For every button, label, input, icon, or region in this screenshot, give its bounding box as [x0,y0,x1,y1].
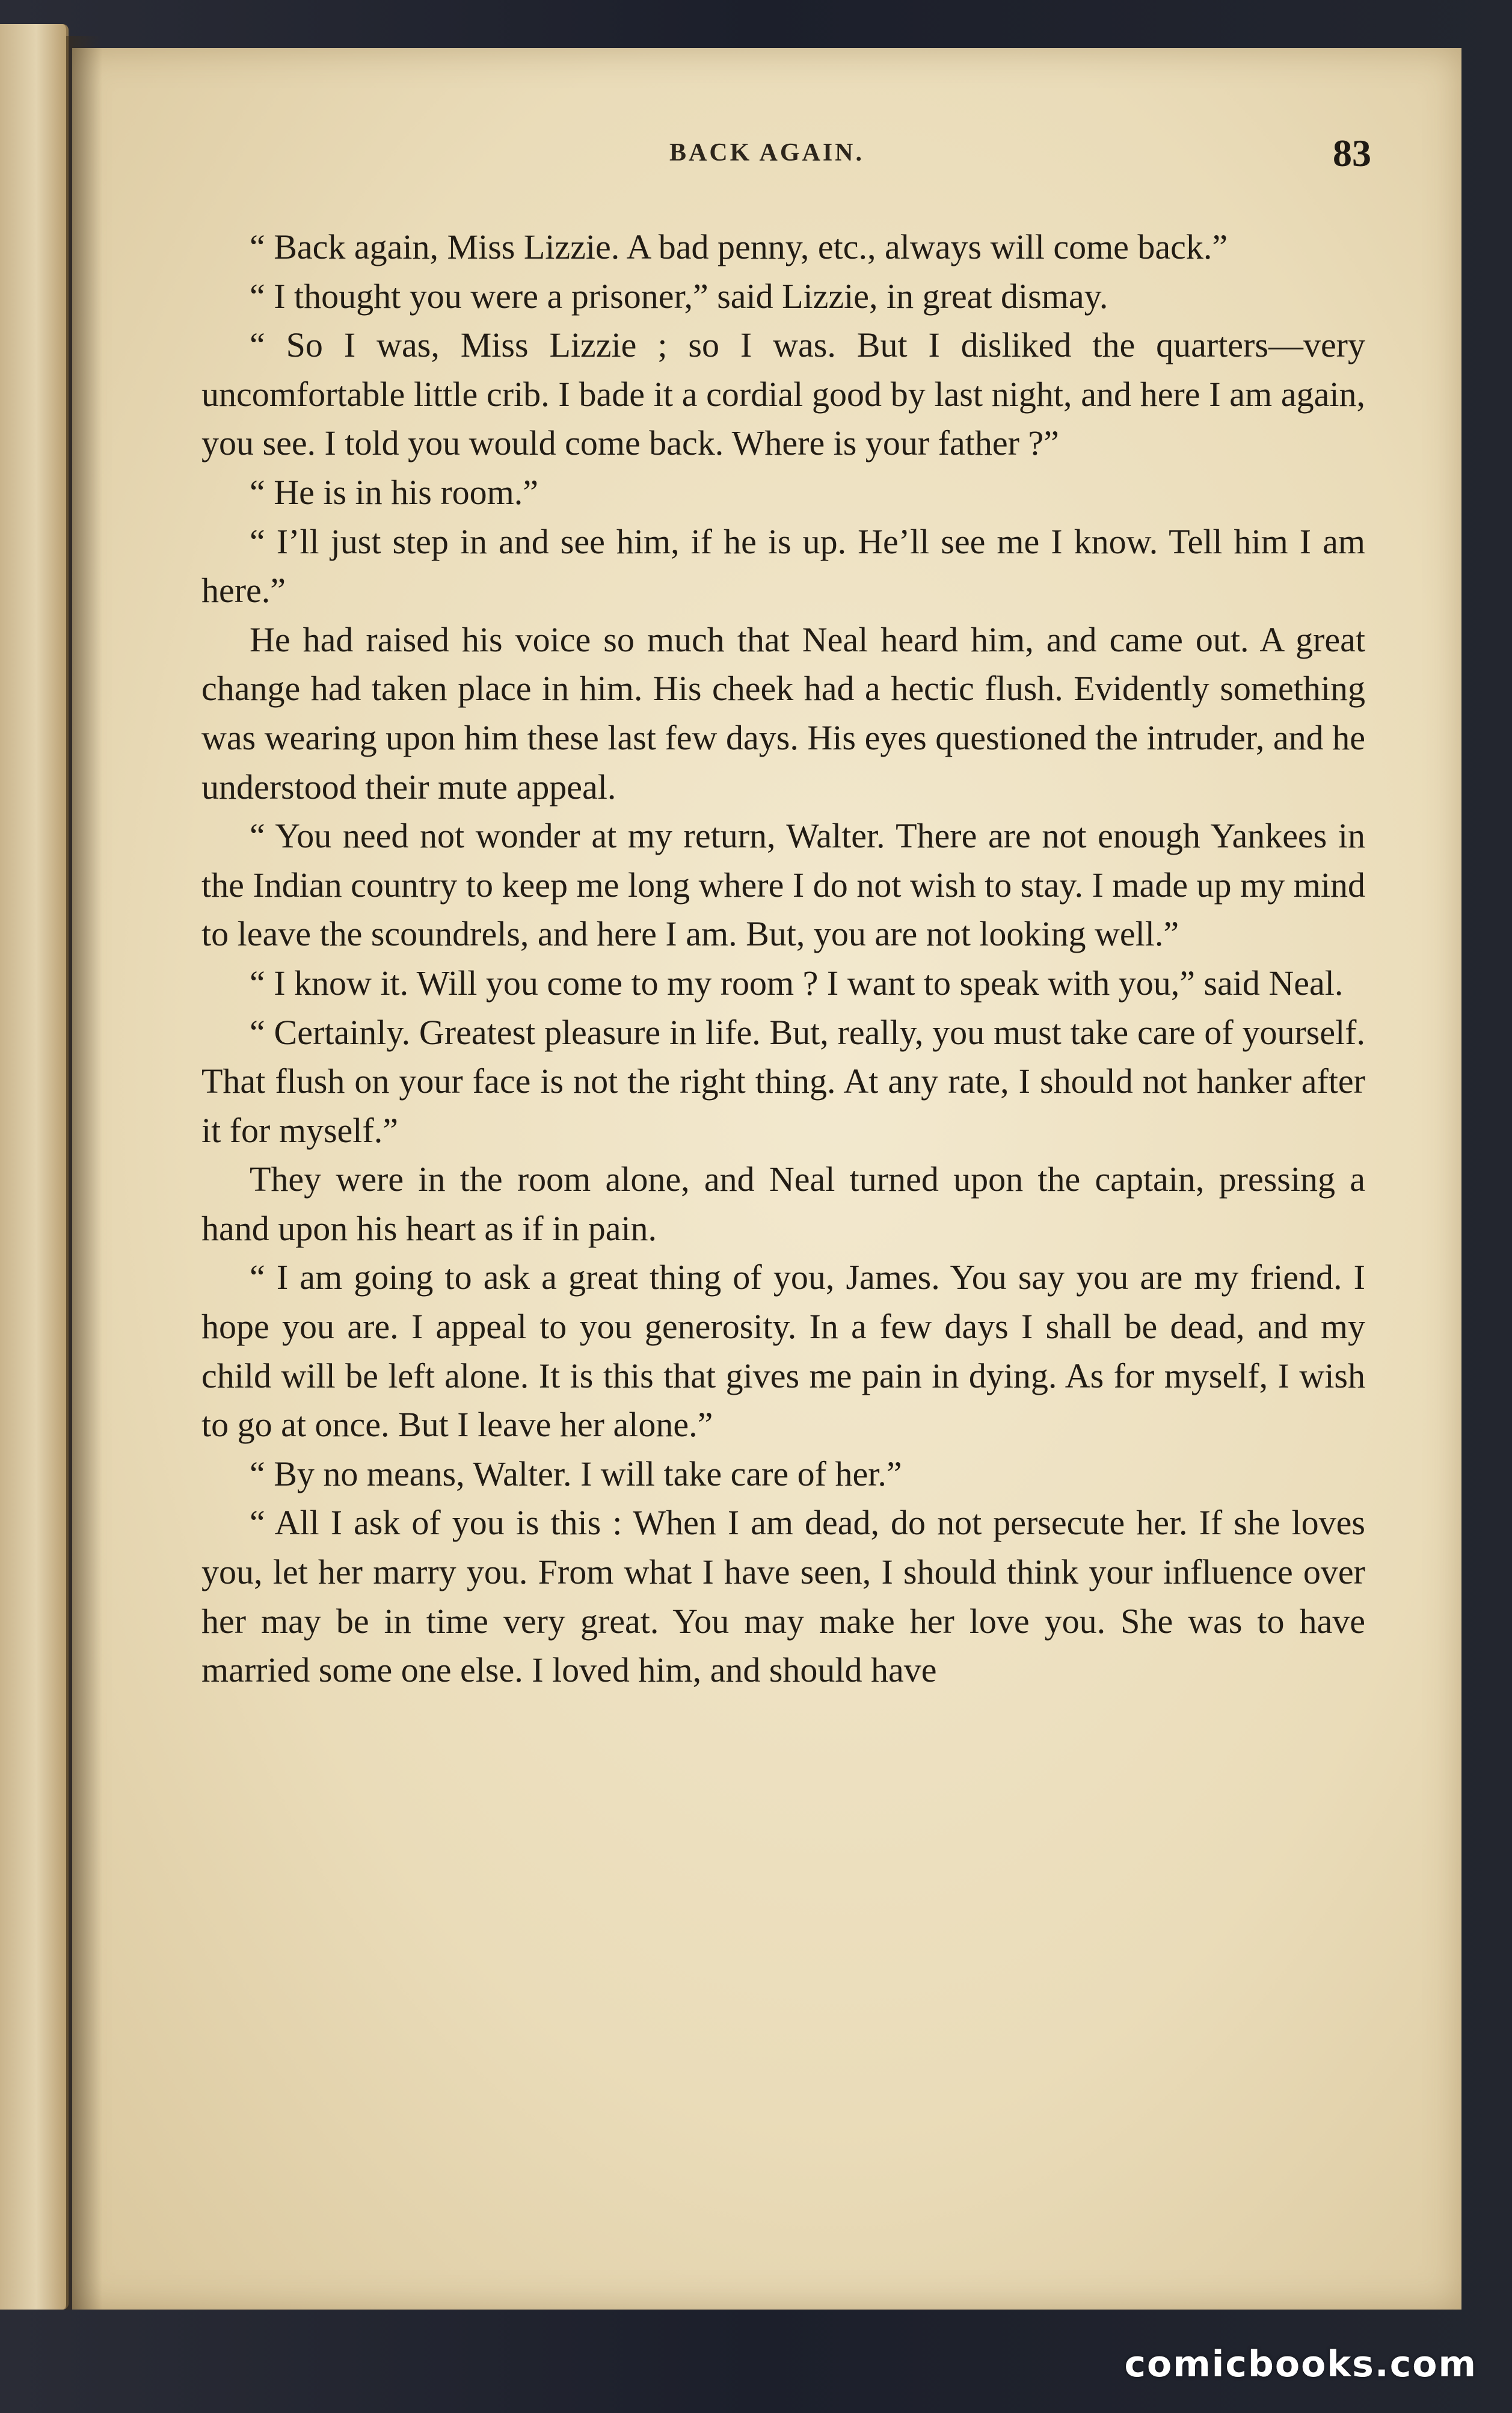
paragraph: “ So I was, Miss Lizzie ; so I was. But I disliked the quarters—very uncomfortable little crib. I bade it a cordial good by last night, and here I am again, you see. I told you would come back. Where is your father ?” [201,325,1365,463]
paragraph: They were in the room alone, and Neal turned upon the captain, pressing a hand upon his heart as if in pain. [201,1160,1365,1248]
paragraph: “ You need not wonder at my return, Walter. There are not enough Yankees in the Indian country to keep me long where I do not wish to stay. I made up my mind to leave the scoundrels, and here I am. But, you are not looking well.” [201,816,1365,954]
paragraph: “ I thought you were a prisoner,” said Lizzie, in great dismay. [250,276,1108,316]
book-page [72,48,1461,2310]
paragraph: “ He is in his room.” [250,472,539,512]
previous-page-edge [0,24,69,2310]
running-head: BACK AGAIN. [669,139,865,167]
paragraph: “ I am going to ask a great thing of you, James. You say you are my friend. I hope you are. I appeal to you generosity. In a few days I shall be dead, and my child will be left alone. It is this that gives me pain in dying. As for myself, I wish to go at once. But I leave her alone.” [201,1258,1365,1445]
paragraph: He had raised his voice so much that Neal heard him, and came out. A great change had taken place in him. His cheek had a hectic flush. Evidently something was wearing upon him these last few days. His eyes questioned the intruder, and he understood their mute appeal. [201,619,1365,807]
paragraph: “ Certainly. Greatest pleasure in life. But, really, you must take care of yourself. That flush on your face is not the right thing. At any rate, I should not hanker after it for myself.” [201,1012,1365,1150]
paragraph: “ I’ll just step in and see him, if he is up. He’ll see me I know. Tell him I am here.” [201,521,1365,610]
page-number: 83 [1333,132,1371,174]
body-text [201,223,1365,1695]
paragraph: “ All I ask of you is this : When I am dead, do not persecute her. If she loves you, let her marry you. From what I have seen, I should think your influence over her may be in time very great. You may make her love you. She was to have married some one else. I loved him, and should have [201,1503,1365,1690]
paragraph: “ By no means, Walter. I will take care of her.” [250,1454,902,1493]
watermark: comicbooks.com [1124,2343,1477,2385]
binding-shadow [66,36,102,2310]
paragraph: “ Back again, Miss Lizzie. A bad penny, etc., always will come back.” [250,227,1228,266]
paragraph: “ I know it. Will you come to my room ? I want to speak with you,” said Neal. [250,963,1344,1003]
